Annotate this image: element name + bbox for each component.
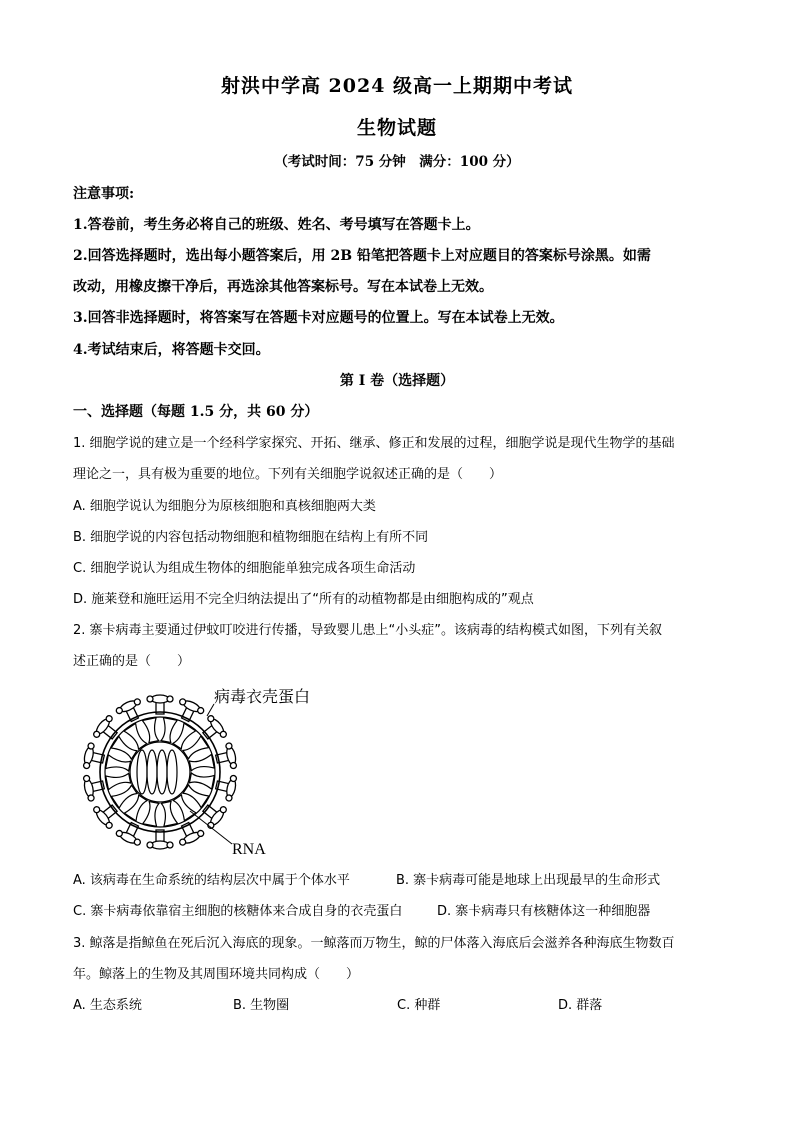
question-3-stem: 年。鲸落上的生物及其周围环境共同构成（ ） bbox=[73, 967, 360, 982]
exam-subject: 生物试题 bbox=[356, 117, 437, 139]
capsid-subunit bbox=[189, 771, 214, 789]
question-1-option-c: C. 细胞学说认为组成生物体的细胞能单独完成各项生命活动 bbox=[73, 561, 416, 576]
question-1-option-b: B. 细胞学说的内容包括动物细胞和植物细胞在结构上有所不同 bbox=[73, 530, 429, 545]
envelope-protein-spike bbox=[115, 697, 147, 725]
coat-protein-pointer bbox=[207, 704, 214, 716]
envelope-protein-spike bbox=[147, 695, 173, 714]
envelope-protein-spike bbox=[173, 697, 205, 725]
question-3-option-b: B. 生物圈 bbox=[233, 998, 290, 1013]
notice-line: 4.考试结束后，将答题卡交回。 bbox=[73, 342, 270, 358]
question-1-option-a: A. 细胞学说认为细胞分为原核细胞和真核细胞两大类 bbox=[73, 499, 376, 514]
notice-line: 3.回答非选择题时，将答案写在答题卡对应题号的位置上。写在本试卷上无效。 bbox=[73, 310, 564, 326]
notice-line: 改动，用橡皮擦干净后，再选涂其他答案标号。写在本试卷上无效。 bbox=[73, 279, 493, 295]
coat-protein-label: 病毒衣壳蛋白 bbox=[214, 689, 311, 706]
notice-line: 2.回答选择题时，选出每小题答案后，用 2B 铅笔把答题卡上对应题目的答案标号涂黑。如需 bbox=[73, 248, 651, 264]
question-2-option-b: B. 寨卡病毒可能是地球上出现最早的生命形式 bbox=[396, 873, 661, 888]
question-2-option-a: A. 该病毒在生命系统的结构层次中属于个体水平 bbox=[73, 873, 350, 888]
exam-title: 射洪中学高 2024 级高一上期期中考试 bbox=[220, 75, 574, 97]
notice-heading: 注意事项: bbox=[73, 186, 135, 202]
part-title: 第 I 卷（选择题） bbox=[339, 373, 455, 389]
question-2-stem: 2. 寨卡病毒主要通过伊蚊叮咬进行传播，导致婴儿患上“小头症”。该病毒的结构模式如图，下列有关叙 bbox=[73, 623, 663, 638]
capsid-subunit bbox=[189, 754, 214, 772]
virus-structure-svg bbox=[72, 686, 372, 862]
question-3-option-c: C. 种群 bbox=[397, 998, 441, 1013]
section-title: 一、选择题（每题 1.5 分，共 60 分） bbox=[73, 404, 319, 420]
capsid-subunit bbox=[159, 801, 177, 826]
notice-line: 1.答卷前，考生务必将自己的班级、姓名、考号填写在答题卡上。 bbox=[73, 217, 480, 233]
question-1-option-d: D. 施莱登和施旺运用不完全归纳法提出了“所有的动植物都是由细胞构成的”观点 bbox=[73, 592, 534, 607]
exam-info: （考试时间：75 分钟 满分：100 分） bbox=[274, 154, 520, 170]
question-3-stem: 3. 鲸落是指鲸鱼在死后沉入海底的现象。一鲸落而万物生，鲸的尸体落入海底后会滋养各种海底生物数百 bbox=[73, 936, 675, 951]
question-2-option-d: D. 寨卡病毒只有核糖体这一种细胞器 bbox=[437, 904, 651, 919]
capsid-subunit bbox=[159, 718, 177, 743]
envelope-protein-spike bbox=[115, 819, 147, 847]
rna-label: RNA bbox=[232, 841, 266, 858]
question-2-stem: 述正确的是（ ） bbox=[73, 654, 191, 669]
question-3-option-a: A. 生态系统 bbox=[73, 998, 142, 1013]
virus-diagram bbox=[72, 686, 372, 862]
capsid-subunit bbox=[106, 755, 131, 773]
envelope-protein-spike bbox=[173, 819, 205, 847]
envelope-protein-spike bbox=[147, 830, 173, 849]
question-1-stem: 理论之一，具有极为重要的地位。下列有关细胞学说叙述正确的是（ ） bbox=[73, 467, 503, 482]
question-2-option-c: C. 寨卡病毒依靠宿主细胞的核糖体来合成自身的衣壳蛋白 bbox=[73, 904, 403, 919]
question-3-option-d: D. 群落 bbox=[558, 998, 603, 1013]
capsid-subunit bbox=[143, 801, 161, 826]
question-1-stem: 1. 细胞学说的建立是一个经科学家探究、开拓、继承、修正和发展的过程，细胞学说是现代生物学的基础 bbox=[73, 436, 675, 451]
capsid-subunit bbox=[106, 771, 131, 789]
capsid-subunit bbox=[142, 718, 160, 743]
